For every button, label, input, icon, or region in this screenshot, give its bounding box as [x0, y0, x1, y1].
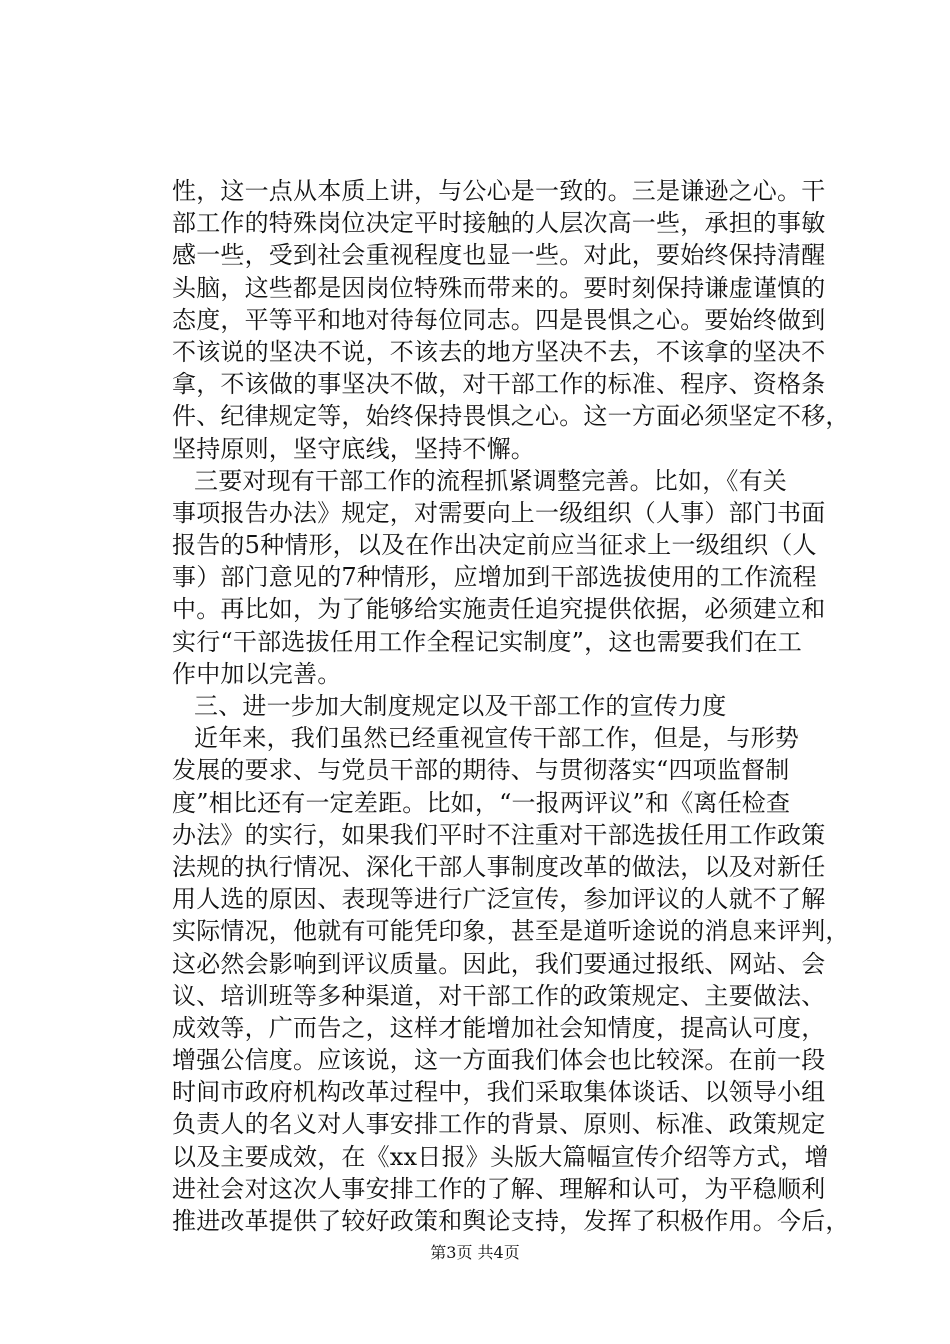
text-line: 负责人的名义对人事安排工作的背景、原则、标准、政策规定 [172, 1110, 826, 1139]
text-line: 推进改革提供了较好政策和舆论支持，发挥了积极作用。今后， [172, 1207, 850, 1235]
text-line: 件、纪律规定等，始终保持畏惧之心。这一方面必须坚定不移， [172, 402, 850, 431]
text-line: 态度，平等平和地对待每位同志。四是畏惧之心。要始终做到 [172, 305, 826, 334]
text-line: 发展的要求、与党员干部的期待、与贯彻落实“四项监督制 [172, 756, 790, 785]
text-line: 实行“干部选拔任用工作全程记实制度”，这也需要我们在工 [172, 627, 802, 656]
text-line: 议、培训班等多种渠道，对干部工作的政策规定、主要做法、 [172, 981, 826, 1010]
text-line: 头脑，这些都是因岗位特殊而带来的。要时刻保持谦虚谨慎的 [172, 273, 826, 302]
text-line: 实际情况，他就有可能凭印象，甚至是道听途说的消息来评判， [172, 917, 850, 946]
text-line: 事项报告办法》规定，对需要向上一级组织（人事）部门书面 [172, 498, 826, 527]
document-body [172, 175, 850, 1237]
text-line: 法规的执行情况、深化干部人事制度改革的做法，以及对新任 [172, 852, 826, 881]
text-line: 以及主要成效，在《xx日报》头版大篇幅宣传介绍等方式，增 [172, 1142, 829, 1171]
text-line: 感一些，受到社会重视程度也显一些。对此，要始终保持清醒 [172, 241, 826, 270]
text-line: 不该说的坚决不说，不该去的地方坚决不去，不该拿的坚决不 [172, 337, 826, 366]
paragraph-start-line: 近年来，我们虽然已经重视宣传干部工作，但是，与形势 [194, 724, 799, 753]
page-footer [0, 1240, 950, 1263]
text-line: 这必然会影响到评议质量。因此，我们要通过报纸、网站、会 [172, 949, 826, 978]
text-line: 中。再比如，为了能够给实施责任追究提供依据，必须建立和 [172, 595, 826, 624]
text-line: 拿，不该做的事坚决不做，对干部工作的标准、程序、资格条 [172, 370, 826, 399]
text-line: 增强公信度。应该说，这一方面我们体会也比较深。在前一段 [172, 1046, 826, 1075]
text-line: 事）部门意见的7种情形，应增加到干部选拔使用的工作流程 [172, 563, 817, 592]
text-line: 部工作的特殊岗位决定平时接触的人层次高一些，承担的事敏 [172, 209, 826, 238]
text-line: 性，这一点从本质上讲，与公心是一致的。三是谦逊之心。干 [172, 177, 826, 205]
text-line: 度”相比还有一定差距。比如，“一报两评议”和《离任检查 [172, 788, 791, 817]
text-line: 坚持原则，坚守底线，坚持不懈。 [172, 434, 535, 463]
section-heading: 三、进一步加大制度规定以及干部工作的宣传力度 [194, 692, 727, 720]
paragraph-start-line: 三要对现有干部工作的流程抓紧调整完善。比如，《有关 [194, 466, 787, 495]
text-line: 进社会对这次人事安排工作的了解、理解和认可，为平稳顺利 [172, 1174, 826, 1203]
text-line: 成效等，广而告之，这样才能增加社会知情度，提高认可度， [172, 1013, 826, 1042]
text-line: 时间市政府机构改革过程中，我们采取集体谈话、以领导小组 [172, 1078, 826, 1107]
text-line: 报告的5种情形，以及在作出决定前应当征求上一级组织（人 [172, 531, 817, 560]
text-line: 办法》的实行，如果我们平时不注重对干部选拔任用工作政策 [172, 820, 826, 849]
text-line: 用人选的原因、表现等进行广泛宣传，参加评议的人就不了解 [172, 885, 826, 914]
text-line: 作中加以完善。 [172, 659, 342, 688]
page-number: 第3页 共4页 [430, 1243, 520, 1262]
